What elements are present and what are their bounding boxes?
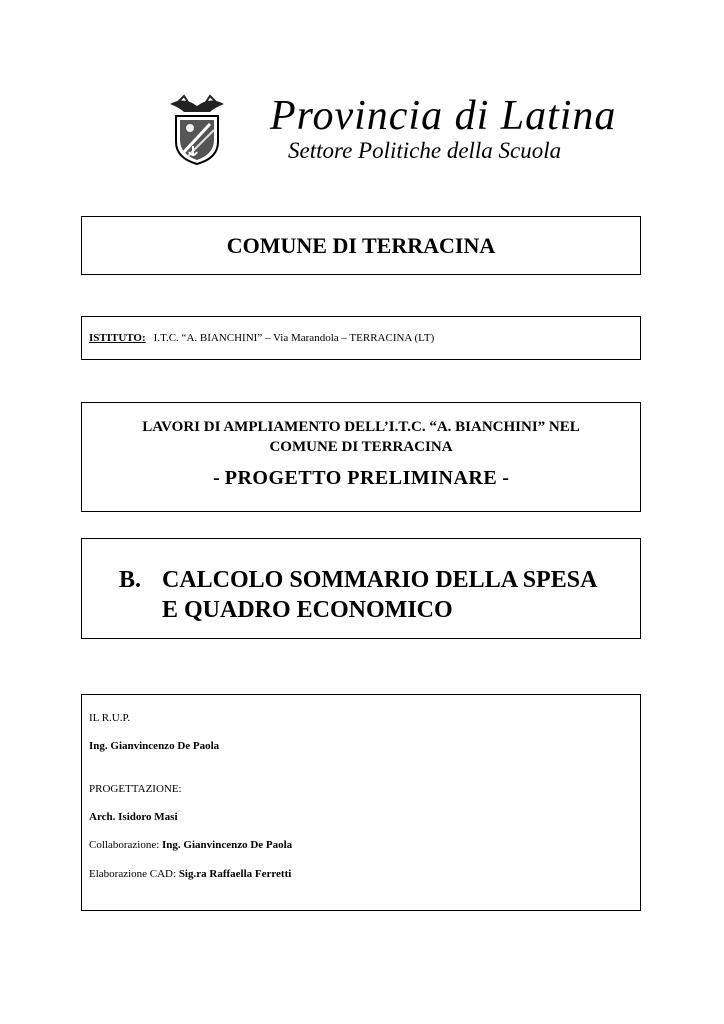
- progetto-suffix: -: [502, 467, 509, 489]
- progetto-heading: [82, 467, 640, 490]
- comune-title: COMUNE DI TERRACINA: [226, 232, 496, 258]
- calcolo-box: [81, 538, 641, 639]
- collaborazione-name: Ing. Gianvincenzo De Paola: [162, 839, 293, 851]
- brand-subtitle: Settore Politiche della Scuola: [288, 138, 562, 163]
- section-letter: B.: [119, 567, 142, 593]
- elaborazione-cad-label: Elaborazione CAD:: [89, 868, 177, 880]
- document-header: [160, 88, 617, 168]
- progettazione-name: Arch. Isidoro Masi: [89, 811, 178, 823]
- lavori-box: [81, 402, 641, 512]
- collaborazione-line: [89, 839, 292, 851]
- elaborazione-cad-line: [89, 868, 291, 880]
- progetto-label: PROGETTO PRELIMINARE: [224, 467, 498, 489]
- istituto-box: [81, 316, 641, 360]
- collaborazione-label: Collaborazione:: [89, 839, 160, 851]
- istituto-label: ISTITUTO:: [89, 332, 146, 344]
- elaborazione-cad-name: Sig.ra Raffaella Ferretti: [178, 868, 292, 880]
- calcolo-title-line-2: E QUADRO ECONOMICO: [162, 597, 453, 623]
- lavori-line-1: LAVORI DI AMPLIAMENTO DELL’I.T.C. “A. BIANCHINI” NEL: [142, 419, 580, 435]
- credits-box: [81, 694, 641, 911]
- comune-box: [81, 216, 641, 275]
- istituto-value: I.T.C. “A. BIANCHINI” – Via Marandola – TERRACINA (LT): [153, 332, 435, 344]
- progettazione-label: PROGETTAZIONE:: [89, 783, 182, 795]
- calcolo-title-line-1: CALCOLO SOMMARIO DELLA SPESA: [162, 567, 598, 593]
- provincia-coat-of-arms-icon: [166, 94, 228, 166]
- rup-label: IL R.U.P.: [89, 712, 131, 724]
- rup-name: Ing. Gianvincenzo De Paola: [89, 740, 220, 752]
- lavori-description: [82, 417, 640, 457]
- lavori-line-2: COMUNE DI TERRACINA: [269, 439, 453, 455]
- brand-title: Provincia di Latina: [270, 93, 617, 139]
- progetto-prefix: -: [213, 467, 220, 489]
